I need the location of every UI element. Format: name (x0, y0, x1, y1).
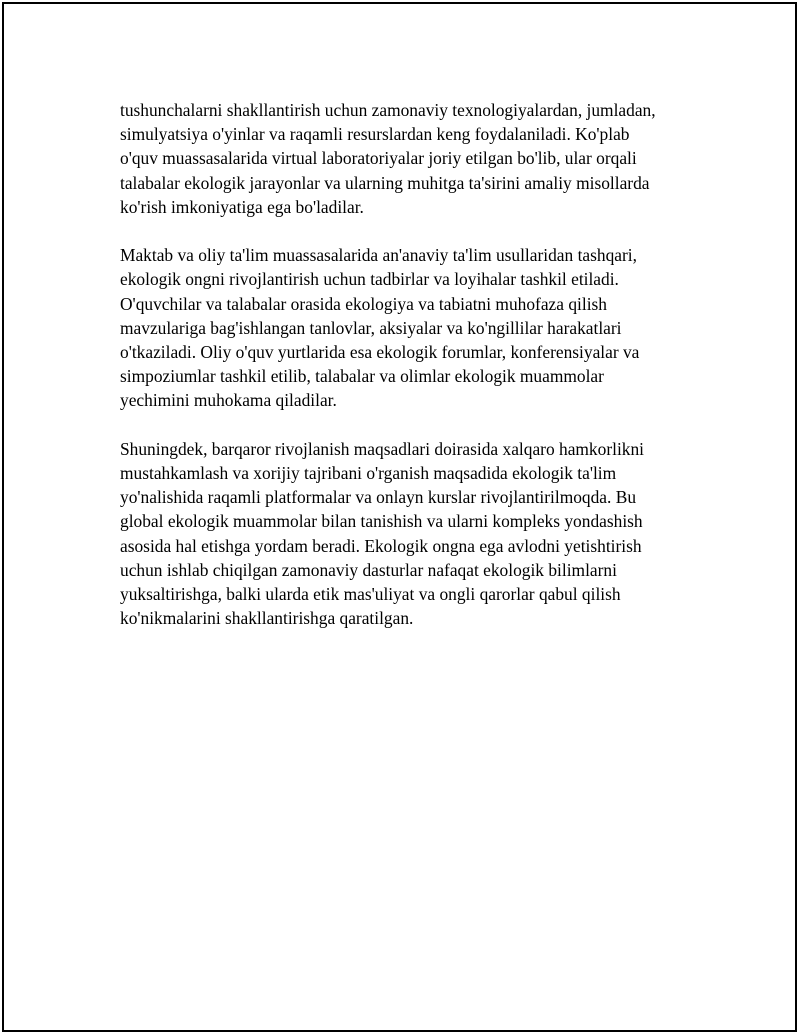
text-line: simpoziumlar tashkil etilib, talabalar va olimlar ekologik muammolar (120, 366, 604, 387)
text-line: o'quv muassasalarida virtual laboratoriyalar joriy etilgan bo'lib, ular orqali (120, 148, 637, 169)
text-line: o'tkaziladi. Oliy o'quv yurtlarida esa ekologik forumlar, konferensiyalar va (120, 342, 640, 363)
paragraph-3 (120, 437, 700, 631)
text-line: global ekologik muammolar bilan tanishish va ularni kompleks yondashish (120, 511, 643, 532)
text-line: ko'rish imkoniyatiga ega bo'ladilar. (120, 196, 364, 217)
text-line: simulyatsiya o'yinlar va raqamli resurslardan keng foydalaniladi. Ko'plab (120, 124, 630, 145)
text-line: O'quvchilar va talabalar orasida ekologiya va tabiatni muhofaza qilish (120, 293, 607, 314)
text-line: yuksaltirishga, balki ularda etik mas'uliyat va ongli qarorlar qabul qilish (120, 584, 621, 605)
text-line: asosida hal etishga yordam beradi. Ekologik ongna ega avlodni yetishtirish (120, 535, 642, 556)
text-line: Shuningdek, barqaror rivojlanish maqsadlari doirasida xalqaro hamkorlikni (120, 438, 645, 459)
text-line: Maktab va oliy ta'lim muassasalarida an'anaviy ta'lim usullaridan tashqari, (120, 245, 637, 266)
page-frame (2, 2, 797, 1032)
paragraph-1 (120, 98, 700, 219)
text-line: ekologik ongni rivojlantirish uchun tadbirlar va loyihalar tashkil etiladi. (120, 269, 619, 290)
document-body (120, 98, 700, 630)
paragraph-2 (120, 243, 700, 412)
paragraph-spacer (120, 413, 700, 437)
text-line: yo'nalishida raqamli platformalar va onlayn kurslar rivojlantirilmoqda. Bu (120, 487, 637, 508)
text-line: mustahkamlash va xorijiy tajribani o'rganish maqsadida ekologik ta'lim (120, 463, 617, 484)
text-line: mavzulariga bag'ishlangan tanlovlar, aksiyalar va ko'ngillilar harakatlari (120, 317, 622, 338)
text-line: tushunchalarni shakllantirish uchun zamonaviy texnologiyalardan, jumladan, (120, 100, 656, 120)
paragraph-spacer (120, 219, 700, 243)
text-line: talabalar ekologik jarayonlar va ularning muhitga ta'sirini amaliy misollarda (120, 172, 650, 193)
text-line: ko'nikmalarini shakllantirishga qaratilgan. (120, 608, 414, 629)
text-line: yechimini muhokama qiladilar. (120, 390, 337, 411)
text-line: uchun ishlab chiqilgan zamonaviy dasturlar nafaqat ekologik bilimlarni (120, 559, 617, 580)
